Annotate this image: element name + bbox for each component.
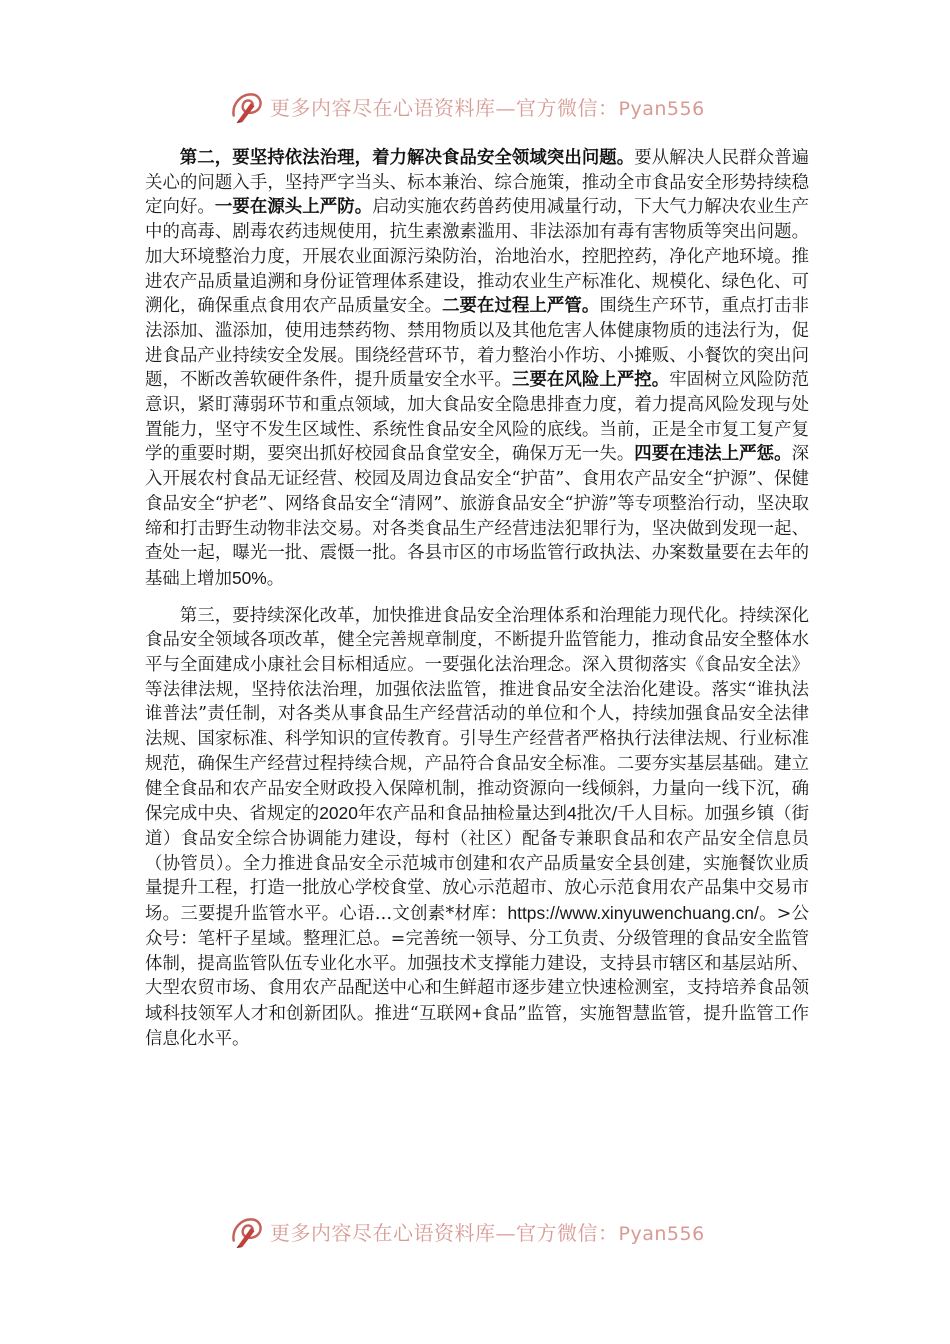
para3-number: 4 (566, 803, 577, 824)
para3-text-a: 第三，要持续深化改革，加快推进食品安全治理体系和治理能力现代化。持续深化食品安全领域各项改革，健全完善规章制度，不断提升监管能力，推动食品安全整体水平与全面建成小康社会目标相适应。一要强化法治理念。深入贯彻落实《食品安全法》等法律法规，坚持依法治理，加强依法监管，推进食品安全法治化建设。落实“谁执法谁普法”责任制，对各类从事食品生产经营活动的单位和个人，持续加强食品安全法律法规、国家标准、科学知识的宣传教育。引导生产经营者严格执行法律法规、行业标准规范，确保生产经营过程持续合规，产品符合食品安全标准。二要夯实基层基础。建立健全食品和农产品安全财政投入保障机制，推动资源向一线倾斜，力量向一线下沉，确保完成中央、省规定的 (145, 605, 809, 825)
para3-text-c: 批次/千人目标。加强乡镇（街道）食品安全综合协调能力建设，每村（社区）配备专兼职食品和农产品安全信息员（协管员）。全力推进食品安全示范城市创建和农产品质量安全县创建，实施餐饮业质量提升工程，打造一批放心学校食堂、放心示范超市、放心示范食用农产品集中交易市场。三要提升监管水平。心语…文创素*材库： (145, 804, 809, 925)
footer-site-text: 更多内容尽在心语资料库—官方微信： (270, 1220, 619, 1245)
para3-year: 2020 (319, 803, 358, 824)
para2-text-1: 要从解决人民群众普遍关心的问题入手，坚持严字当头、标本兼治、综合施策，推动全市食品安全形势持续稳定向好。 (145, 148, 809, 218)
paragraph-3 (145, 604, 809, 1052)
para2-bold-2: 二要在过程上严管。 (442, 296, 600, 317)
para2-text-4: 牢固树立风险防范意识，紧盯薄弱环节和重点领域，加大食品安全隐患排查力度，着力提高风险发现与处置能力，坚守不发生区域性、系统性食品安全风险的底线。当前，正是全市复工复产复学的重要时期，要突出抓好校园食品食堂安全，确保万无一失。 (145, 370, 809, 465)
para2-percent: 50% (231, 567, 267, 588)
para2-end: 。 (266, 568, 285, 589)
para2-heading: 第二，要坚持依法治理，着力解决食品安全领域突出问题。 (179, 148, 635, 168)
banner-wechat-id: Pyan556 (618, 97, 705, 120)
para3-text-d: 。>公众号：笔杆子星域。整理汇总。=完善统一领导、分工负责、分级管理的食品安全监管体制，提高监管队伍专业化水平。加强技术支撑能力建设，支持县市辖区和基层站所、大型农贸市场、食用农产品配送中心和生鲜超市逐步建立快速检测室，支持培养食品领域科技领军人才和创新团队。推进“互联网 (145, 904, 809, 1024)
para2-text-3: 围绕生产环节，重点打击非法添加、滥添加，使用违禁药物、禁用物质以及其他危害人体健康物质的违法行为，促进食品产业持续安全发展。围绕经营环节，着力整治小作坊、小摊贩、小餐饮的突出问题，不断改善软硬件条件，提升质量安全水平。 (145, 296, 809, 391)
pen-nib-swirl-icon (228, 1212, 266, 1250)
para2-text-5: 深入开展农村食品无证经营、校园及周边食品安全“护苗”、食用农产品安全“护源”、保健食品安全“护老”、网络食品安全“清网”、旅游食品安全“护游”等专项整治行动，坚决取缔和打击野生动物非法交易。对各类食品生产经营违法犯罪行为，坚决做到发现一起、查处一起，曝光一批、震慑一批。各县市区的市场监管行政执法、办案数量要在去年的基础上增加 (145, 444, 809, 589)
para2-bold-1: 一要在源头上严防。 (214, 197, 373, 218)
footer-wechat-id: Pyan556 (618, 1222, 705, 1245)
para3-text-e: 食品”监管，实施智慧监管，提升监管工作信息化水平。 (145, 1003, 809, 1049)
document-body (145, 146, 809, 1051)
para2-bold-3: 三要在风险上严控。 (511, 370, 670, 391)
para3-plus: + (471, 1002, 483, 1023)
para3-url: https://www.xinyuwenchuang.cn/ (507, 903, 759, 924)
pen-nib-swirl-icon (228, 87, 266, 125)
para3-text-b: 年农产品和食品抽检量达到 (357, 804, 567, 825)
para2-bold-4: 四要在违法上严惩。 (634, 444, 792, 465)
paragraph-2 (145, 146, 809, 592)
banner-site-text: 更多内容尽在心语资料库—官方微信： (270, 95, 619, 120)
header-banner (228, 86, 705, 126)
para2-text-2: 启动实施农药兽药使用减量行动，下大气力解决农业生产中的高毒、剧毒农药违规使用，抗生素激素滥用、非法添加有毒有害物质等突出问题。加大环境整治力度，开展农业面源污染防治，治地治水，控肥控药，净化产地环境。推进农产品质量追溯和身份证管理体系建设，推动农业生产标准化、规模化、绿色化、可溯化，确保重点食用农产品质量安全。 (145, 197, 809, 317)
footer-banner (228, 1211, 705, 1251)
